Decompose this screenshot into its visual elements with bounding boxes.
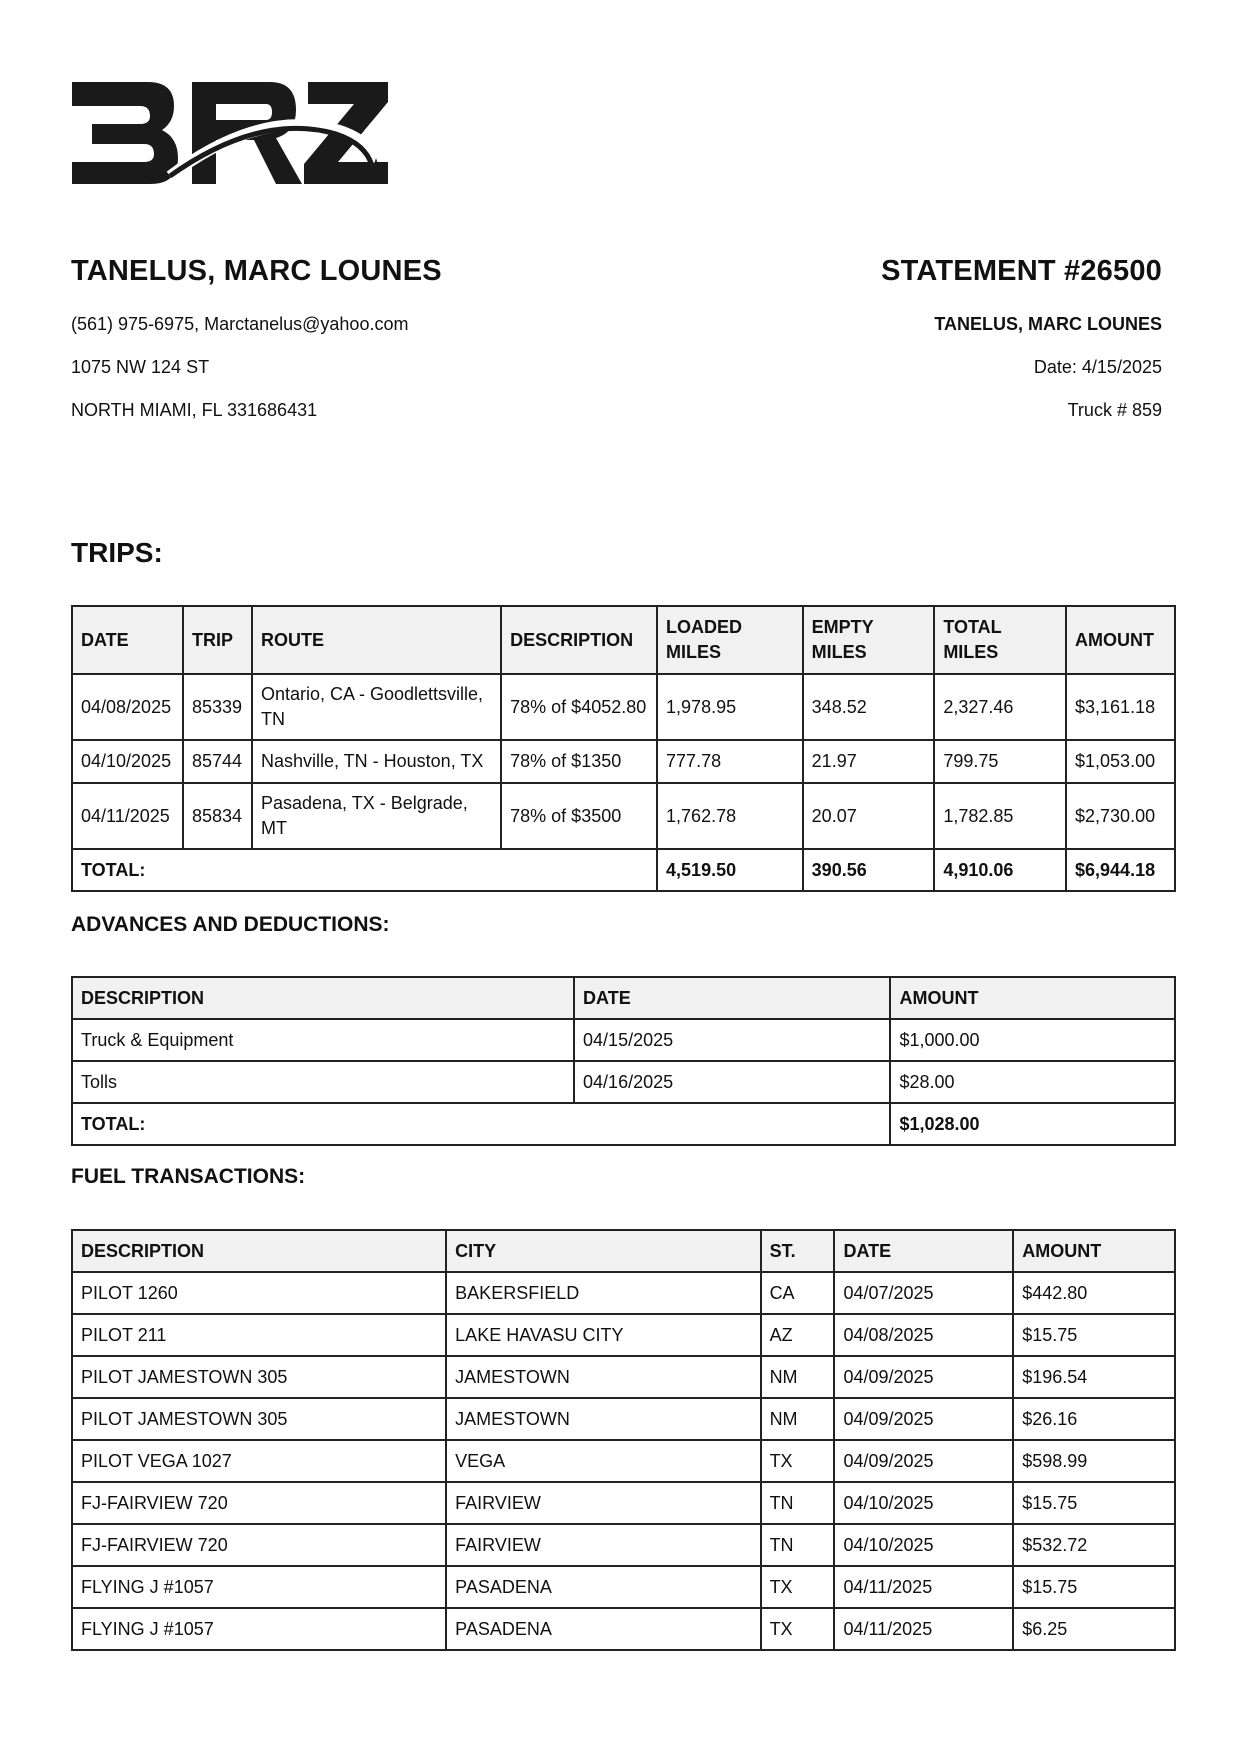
table-row	[72, 1061, 1175, 1103]
trip-route: Pasadena, TX - Belgrade, MT	[252, 783, 501, 849]
driver-address-line2: NORTH MIAMI, FL 331686431	[71, 400, 318, 420]
header-trip: TRIP	[183, 606, 252, 674]
fuel-description: PILOT 1260	[72, 1272, 446, 1314]
fuel-state: TX	[761, 1440, 835, 1482]
fuel-city: FAIRVIEW	[446, 1482, 760, 1524]
fuel-description: PILOT 211	[72, 1314, 446, 1356]
fuel-state: NM	[761, 1398, 835, 1440]
driver-contact: (561) 975-6975, Marctanelus@yahoo.com	[71, 314, 409, 334]
fuel-city: LAKE HAVASU CITY	[446, 1314, 760, 1356]
trip-number: 85339	[183, 674, 252, 740]
table-row	[72, 1608, 1175, 1650]
fuel-amount: $196.54	[1013, 1356, 1175, 1398]
trip-amount: $3,161.18	[1066, 674, 1175, 740]
fuel-date: 04/08/2025	[834, 1314, 1013, 1356]
trips-total-label: TOTAL:	[72, 849, 657, 891]
fuel-date: 04/10/2025	[834, 1482, 1013, 1524]
fuel-description: PILOT JAMESTOWN 305	[72, 1398, 446, 1440]
table-row	[72, 674, 1175, 740]
table-row	[72, 1524, 1175, 1566]
header-description: DESCRIPTION	[501, 606, 657, 674]
trip-empty-miles: 20.07	[803, 783, 935, 849]
trip-total-miles: 799.75	[934, 740, 1066, 783]
header-loaded-miles: LOADED MILES	[657, 606, 803, 674]
statement-info	[642, 255, 1162, 421]
trip-date: 04/11/2025	[72, 783, 183, 849]
header-description: DESCRIPTION	[72, 977, 574, 1019]
driver-address-line1: 1075 NW 124 ST	[71, 357, 210, 377]
fuel-city: PASADENA	[446, 1566, 760, 1608]
table-row	[72, 1019, 1175, 1061]
trip-empty-miles: 348.52	[803, 674, 935, 740]
fuel-state: TX	[761, 1608, 835, 1650]
table-header-row	[72, 977, 1175, 1019]
trip-number: 85744	[183, 740, 252, 783]
fuel-amount: $532.72	[1013, 1524, 1175, 1566]
fuel-description: PILOT VEGA 1027	[72, 1440, 446, 1482]
advances-total-label: TOTAL:	[72, 1103, 890, 1145]
fuel-state: TN	[761, 1482, 835, 1524]
fuel-state: CA	[761, 1272, 835, 1314]
fuel-city: VEGA	[446, 1440, 760, 1482]
trip-description: 78% of $3500	[501, 783, 657, 849]
fuel-city: FAIRVIEW	[446, 1524, 760, 1566]
table-row	[72, 1440, 1175, 1482]
trip-description: 78% of $1350	[501, 740, 657, 783]
trip-date: 04/10/2025	[72, 740, 183, 783]
table-row	[72, 1356, 1175, 1398]
fuel-city: JAMESTOWN	[446, 1356, 760, 1398]
advances-total-amount: $1,028.00	[890, 1103, 1175, 1145]
advances-title: ADVANCES AND DEDUCTIONS:	[71, 913, 390, 936]
advance-date: 04/16/2025	[574, 1061, 890, 1103]
fuel-date: 04/11/2025	[834, 1608, 1013, 1650]
table-row	[72, 1314, 1175, 1356]
fuel-date: 04/09/2025	[834, 1356, 1013, 1398]
trip-number: 85834	[183, 783, 252, 849]
advance-amount: $1,000.00	[890, 1019, 1175, 1061]
trip-loaded-miles: 1,762.78	[657, 783, 803, 849]
fuel-amount: $26.16	[1013, 1398, 1175, 1440]
fuel-description: FLYING J #1057	[72, 1608, 446, 1650]
fuel-description: FJ-FAIRVIEW 720	[72, 1524, 446, 1566]
trip-total-miles: 1,782.85	[934, 783, 1066, 849]
driver-name: TANELUS, MARC LOUNES	[71, 255, 442, 287]
table-row	[72, 1566, 1175, 1608]
header-date: DATE	[574, 977, 890, 1019]
trip-total-miles: 2,327.46	[934, 674, 1066, 740]
fuel-city: BAKERSFIELD	[446, 1272, 760, 1314]
fuel-city: PASADENA	[446, 1608, 760, 1650]
trip-loaded-miles: 1,978.95	[657, 674, 803, 740]
advances-total-row	[72, 1103, 1175, 1145]
trips-total-empty-miles: 390.56	[803, 849, 935, 891]
brz-logo	[70, 78, 390, 196]
header-amount: AMOUNT	[1013, 1230, 1175, 1272]
fuel-city: JAMESTOWN	[446, 1398, 760, 1440]
trips-table	[71, 605, 1176, 892]
fuel-state: AZ	[761, 1314, 835, 1356]
trips-total-loaded-miles: 4,519.50	[657, 849, 803, 891]
fuel-date: 04/11/2025	[834, 1566, 1013, 1608]
fuel-description: PILOT JAMESTOWN 305	[72, 1356, 446, 1398]
table-row	[72, 1272, 1175, 1314]
trip-empty-miles: 21.97	[803, 740, 935, 783]
header-date: DATE	[834, 1230, 1013, 1272]
fuel-date: 04/10/2025	[834, 1524, 1013, 1566]
trips-total-miles: 4,910.06	[934, 849, 1066, 891]
header-empty-miles: EMPTY MILES	[803, 606, 935, 674]
advances-table	[71, 976, 1176, 1146]
fuel-date: 04/07/2025	[834, 1272, 1013, 1314]
fuel-state: TX	[761, 1566, 835, 1608]
driver-info	[71, 255, 631, 421]
advance-description: Truck & Equipment	[72, 1019, 574, 1061]
trip-date: 04/08/2025	[72, 674, 183, 740]
fuel-state: NM	[761, 1356, 835, 1398]
fuel-description: FLYING J #1057	[72, 1566, 446, 1608]
table-header-row	[72, 606, 1175, 674]
fuel-description: FJ-FAIRVIEW 720	[72, 1482, 446, 1524]
table-header-row	[72, 1230, 1175, 1272]
table-row	[72, 740, 1175, 783]
header-state: ST.	[761, 1230, 835, 1272]
statement-title: STATEMENT #26500	[881, 255, 1162, 287]
trips-total-amount: $6,944.18	[1066, 849, 1175, 891]
trips-total-row	[72, 849, 1175, 891]
fuel-amount: $15.75	[1013, 1566, 1175, 1608]
trip-amount: $2,730.00	[1066, 783, 1175, 849]
header-amount: AMOUNT	[890, 977, 1175, 1019]
fuel-table	[71, 1229, 1176, 1651]
fuel-amount: $15.75	[1013, 1482, 1175, 1524]
trip-amount: $1,053.00	[1066, 740, 1175, 783]
fuel-amount: $598.99	[1013, 1440, 1175, 1482]
header-amount: AMOUNT	[1066, 606, 1175, 674]
header-description: DESCRIPTION	[72, 1230, 446, 1272]
table-row	[72, 1482, 1175, 1524]
fuel-amount: $15.75	[1013, 1314, 1175, 1356]
fuel-title: FUEL TRANSACTIONS:	[71, 1165, 306, 1188]
trip-description: 78% of $4052.80	[501, 674, 657, 740]
fuel-date: 04/09/2025	[834, 1440, 1013, 1482]
statement-truck: Truck # 859	[1067, 400, 1162, 420]
table-row	[72, 783, 1175, 849]
trip-route: Nashville, TN - Houston, TX	[252, 740, 501, 783]
advance-date: 04/15/2025	[574, 1019, 890, 1061]
trip-loaded-miles: 777.78	[657, 740, 803, 783]
fuel-state: TN	[761, 1524, 835, 1566]
advance-description: Tolls	[72, 1061, 574, 1103]
statement-name: TANELUS, MARC LOUNES	[934, 314, 1162, 334]
advance-amount: $28.00	[890, 1061, 1175, 1103]
trips-title: TRIPS:	[71, 537, 163, 568]
table-row	[72, 1398, 1175, 1440]
header-date: DATE	[72, 606, 183, 674]
header-total-miles: TOTAL MILES	[934, 606, 1066, 674]
fuel-amount: $442.80	[1013, 1272, 1175, 1314]
header-route: ROUTE	[252, 606, 501, 674]
header-city: CITY	[446, 1230, 760, 1272]
statement-date: Date: 4/15/2025	[1033, 357, 1162, 377]
trip-route: Ontario, CA - Goodlettsville, TN	[252, 674, 501, 740]
fuel-date: 04/09/2025	[834, 1398, 1013, 1440]
fuel-amount: $6.25	[1013, 1608, 1175, 1650]
